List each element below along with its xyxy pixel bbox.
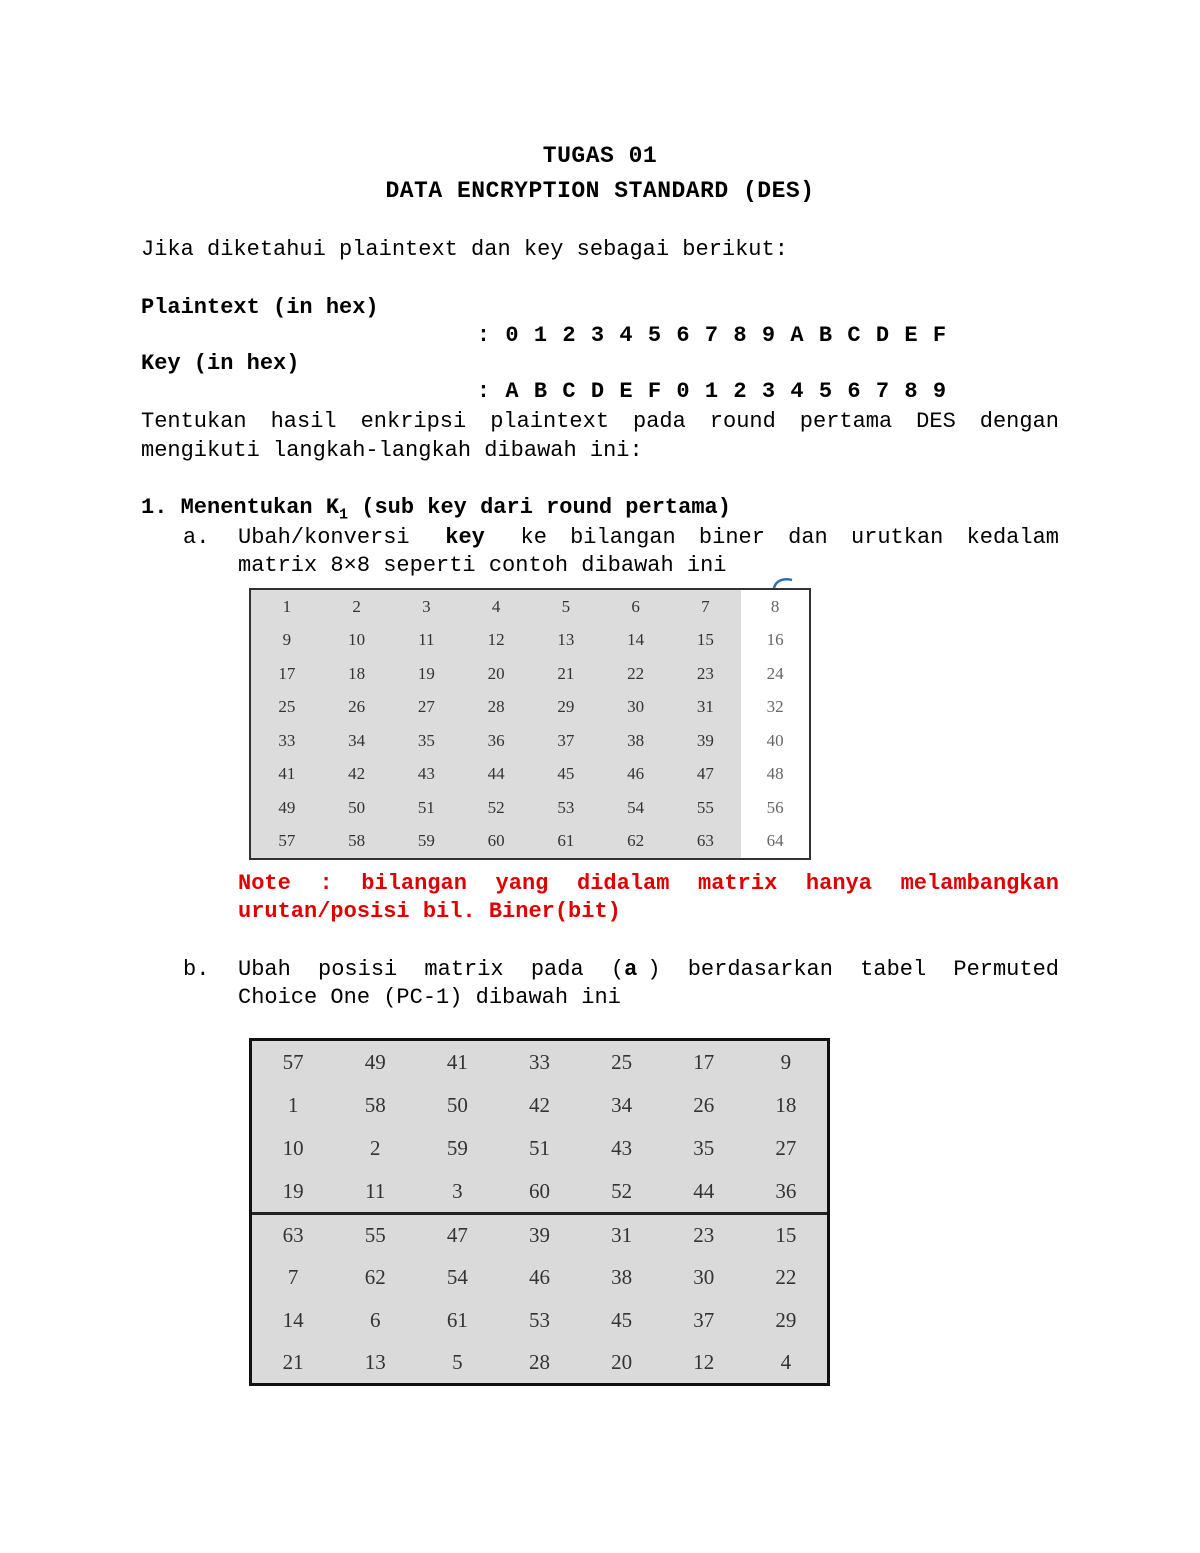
matrix-cell: 48 — [766, 764, 784, 784]
matrix-cell: 33 — [278, 730, 296, 750]
matrix-cell: 54 — [627, 797, 645, 817]
key-label: Key (in hex) — [141, 351, 300, 376]
matrix-cell: 2 — [352, 596, 361, 616]
matrix-cell: 23 — [696, 663, 714, 683]
key-digit: A — [505, 379, 519, 404]
matrix-cell: 38 — [627, 730, 645, 750]
plaintext-digit: E — [904, 323, 918, 348]
pc1-cell: 12 — [693, 1349, 715, 1374]
pc1-cell: 14 — [282, 1307, 304, 1332]
step-b-line-1 — [238, 956, 1059, 984]
key-digit: 6 — [847, 379, 861, 404]
pc1-cell: 51 — [528, 1135, 550, 1160]
instruction-line-1: Tentukan hasil enkripsi plaintext pada round pertama DES dengan — [141, 409, 1059, 434]
plaintext-digit: 9 — [761, 323, 776, 348]
pc1-cell: 25 — [611, 1050, 633, 1075]
title-line-1: TUGAS 01 — [542, 143, 658, 169]
pc1-cell: 29 — [775, 1307, 797, 1332]
key-digit: 0 — [676, 379, 690, 404]
pc1-cell: 35 — [693, 1135, 715, 1160]
matrix-cell: 63 — [696, 831, 714, 851]
matrix-cell: 29 — [557, 697, 575, 717]
matrix-cell: 59 — [417, 831, 435, 851]
matrix-cell: 18 — [348, 663, 366, 683]
pc1-cell: 30 — [693, 1265, 715, 1290]
matrix-cell: 6 — [631, 596, 640, 616]
matrix-cell: 14 — [627, 630, 645, 650]
plaintext-hex-values — [505, 323, 961, 348]
pc1-cell: 43 — [611, 1135, 633, 1160]
pc1-cell: 37 — [693, 1307, 715, 1332]
matrix-cell: 11 — [418, 630, 435, 650]
matrix-cell: 42 — [348, 764, 366, 784]
matrix-cell: 13 — [557, 630, 575, 650]
pc1-cell: 55 — [364, 1223, 386, 1248]
matrix-cell: 58 — [348, 831, 366, 851]
matrix-cell: 62 — [627, 831, 645, 851]
key-digit: 8 — [904, 379, 918, 404]
matrix-cell: 28 — [487, 697, 505, 717]
pc1-cell: 20 — [611, 1349, 633, 1374]
pc1-cell: 5 — [452, 1349, 463, 1374]
matrix-cell: 61 — [557, 831, 575, 851]
pc1-cell: 39 — [528, 1223, 550, 1248]
matrix-cell: 60 — [487, 831, 505, 851]
matrix-cell: 39 — [696, 730, 714, 750]
matrix-cell: 40 — [766, 730, 784, 750]
matrix-cell: 50 — [348, 797, 366, 817]
step-a-line-2: matrix 8×8 seperti contoh dibawah ini — [238, 553, 727, 578]
matrix-cell: 15 — [696, 630, 714, 650]
matrix-cell: 47 — [696, 764, 714, 784]
plaintext-digit: 6 — [676, 323, 690, 348]
matrix-cell: 27 — [417, 697, 435, 717]
pc1-cell: 3 — [452, 1178, 463, 1203]
matrix-cell: 32 — [766, 697, 784, 717]
matrix-cell: 34 — [348, 730, 366, 750]
plaintext-digit: 8 — [733, 323, 747, 348]
step-a-marker: a. — [183, 525, 210, 550]
pc1-cell: 47 — [446, 1223, 468, 1248]
pc1-cell: 21 — [282, 1349, 304, 1374]
pc1-cell: 42 — [528, 1093, 550, 1118]
step1-heading-prefix: 1. Menentukan K — [141, 495, 340, 520]
pc1-cell: 54 — [446, 1265, 468, 1290]
matrix-cell: 5 — [561, 596, 571, 616]
matrix-cell: 1 — [282, 596, 292, 616]
pc1-cell: 6 — [369, 1307, 381, 1332]
plaintext-digit: C — [847, 323, 861, 348]
step-b-bold-a: a — [624, 957, 638, 982]
matrix-cell: 53 — [557, 797, 575, 817]
matrix-cell: 36 — [487, 730, 505, 750]
plaintext-digit: B — [818, 323, 833, 348]
matrix-cell: 52 — [487, 797, 505, 817]
note-line-1: Note : bilangan yang didalam matrix hanya melambangkan — [238, 871, 1059, 896]
step1-heading — [141, 494, 731, 522]
key-digit: B — [533, 379, 548, 404]
plaintext-digit: D — [875, 323, 890, 348]
pc1-cell: 13 — [364, 1349, 386, 1374]
plaintext-digit: 1 — [533, 323, 548, 348]
pc1-cell: 2 — [369, 1135, 381, 1160]
pc1-cell: 53 — [528, 1307, 550, 1332]
pc1-cell: 33 — [528, 1050, 550, 1075]
pc1-cell: 10 — [282, 1135, 304, 1160]
pc1-cell: 17 — [693, 1050, 715, 1075]
key-digit: C — [562, 379, 576, 404]
key-digit: 9 — [932, 379, 947, 404]
matrix-cell: 8 — [770, 596, 780, 616]
step-a-key-word: key — [445, 525, 485, 550]
key-digit: 2 — [733, 379, 747, 404]
pc1-cell: 61 — [446, 1307, 468, 1332]
pc1-cell: 41 — [446, 1050, 468, 1075]
key-digit: 1 — [704, 379, 719, 404]
pc1-cell: 44 — [693, 1178, 715, 1203]
matrix-cell: 55 — [696, 797, 714, 817]
pc1-cell: 50 — [446, 1093, 468, 1118]
pc1-cell: 11 — [365, 1178, 386, 1203]
key-digit: 3 — [761, 379, 776, 404]
pc1-cell: 62 — [364, 1265, 386, 1290]
pc1-cell: 58 — [364, 1093, 386, 1118]
plaintext-digit: 3 — [590, 323, 605, 348]
pc1-cell: 49 — [364, 1050, 386, 1075]
pc1-cell: 22 — [775, 1265, 797, 1290]
pc1-cell: 46 — [528, 1265, 550, 1290]
plaintext-digit: 5 — [647, 323, 662, 348]
plaintext-digit: 2 — [562, 323, 576, 348]
matrix-cell: 12 — [487, 630, 505, 650]
matrix-cell: 20 — [487, 663, 505, 683]
pc1-cell: 9 — [780, 1050, 792, 1075]
matrix-cell: 43 — [417, 764, 435, 784]
matrix-cell: 16 — [766, 630, 784, 650]
pc1-permutation-table — [249, 1038, 830, 1386]
pc1-cell: 26 — [693, 1093, 715, 1118]
pc1-cell: 31 — [611, 1223, 633, 1248]
step-b-line-2: Choice One (PC-1) dibawah ini — [238, 985, 621, 1010]
matrix-cell: 57 — [278, 831, 296, 851]
intro-text: Jika diketahui plaintext dan key sebagai berikut: — [141, 237, 788, 262]
matrix-cell: 9 — [282, 630, 292, 650]
matrix-cell: 17 — [278, 663, 296, 683]
step1-heading-subscript: 1 — [339, 506, 349, 524]
matrix-cell: 4 — [491, 596, 501, 616]
pc1-cell: 36 — [775, 1178, 797, 1203]
pc1-cell: 38 — [611, 1265, 633, 1290]
plaintext-digit: 0 — [505, 323, 519, 348]
pc1-cell: 27 — [775, 1135, 797, 1160]
plaintext-separator: : — [476, 323, 491, 348]
step-b-marker: b. — [183, 957, 210, 982]
key-digit: 7 — [875, 379, 890, 404]
key-digit: 5 — [818, 379, 833, 404]
matrix-cell: 31 — [696, 697, 714, 717]
matrix-cell: 46 — [627, 764, 645, 784]
step-b-text-rest: ) berdasarkan tabel Permuted — [647, 957, 1059, 982]
matrix-cell: 10 — [348, 630, 366, 650]
key-separator: : — [476, 379, 491, 404]
matrix-cell: 51 — [417, 797, 435, 817]
plaintext-digit: 7 — [704, 323, 719, 348]
matrix-cell: 41 — [278, 764, 296, 784]
instruction-line-2: mengikuti langkah-langkah dibawah ini: — [141, 438, 643, 463]
matrix-cell: 25 — [278, 697, 296, 717]
pc1-cell: 4 — [780, 1349, 792, 1374]
pc1-cell: 7 — [287, 1265, 299, 1290]
step-a-text-start: Ubah/konversi — [238, 525, 410, 550]
plaintext-digit: F — [932, 323, 947, 348]
matrix-cell: 26 — [348, 697, 366, 717]
key-digit: 4 — [790, 379, 804, 404]
pc1-cell: 34 — [611, 1093, 633, 1118]
note-line-2: urutan/posisi bil. Biner(bit) — [238, 899, 621, 924]
matrix-cell: 45 — [557, 764, 575, 784]
pc1-cell: 23 — [693, 1223, 715, 1248]
step-b-text-start-part: Ubah posisi matrix pada ( — [238, 957, 625, 982]
title-line-2: DATA ENCRYPTION STANDARD (DES) — [385, 178, 815, 204]
key-digit: F — [647, 379, 662, 404]
pc1-cell: 18 — [775, 1093, 797, 1118]
key-digit: E — [619, 379, 633, 404]
matrix-cell: 24 — [766, 663, 784, 683]
matrix-cell: 35 — [417, 730, 435, 750]
step1-heading-suffix: (sub key dari round pertama) — [348, 495, 731, 520]
step-b-text-start — [238, 956, 637, 984]
plaintext-digit: 4 — [619, 323, 633, 348]
matrix-cell: 30 — [627, 697, 645, 717]
pc1-cell: 52 — [611, 1178, 633, 1203]
pc1-cell: 60 — [528, 1178, 550, 1203]
pc1-cell: 1 — [287, 1093, 299, 1118]
matrix-cell: 3 — [422, 596, 431, 616]
pc1-cell: 28 — [528, 1349, 550, 1374]
step-a-line-1 — [238, 524, 1059, 552]
matrix-cell: 19 — [417, 663, 435, 683]
step-a-text-rest: ke bilangan biner dan urutkan kedalam — [520, 525, 1059, 550]
plaintext-digit: A — [790, 323, 804, 348]
pc1-cell: 19 — [282, 1178, 304, 1203]
pc1-table-top-half — [252, 1041, 827, 1212]
pc1-cell: 57 — [282, 1050, 304, 1075]
matrix-cell: 22 — [627, 663, 645, 683]
pc1-cell: 59 — [446, 1135, 468, 1160]
matrix-cell: 37 — [557, 730, 575, 750]
key-digit: D — [590, 379, 605, 404]
key-hex-values — [505, 379, 961, 404]
pc1-cell: 63 — [282, 1223, 304, 1248]
matrix-cell: 64 — [766, 831, 784, 851]
matrix-cell: 7 — [701, 596, 710, 616]
matrix-cell: 56 — [766, 797, 784, 817]
pc1-table-bottom-half — [252, 1214, 827, 1383]
pc1-cell: 15 — [775, 1223, 797, 1248]
matrix-cell: 21 — [557, 663, 575, 683]
bit-position-matrix-8x8 — [249, 588, 811, 860]
plaintext-label: Plaintext (in hex) — [141, 295, 379, 320]
matrix-cell: 44 — [487, 764, 505, 784]
pc1-cell: 45 — [611, 1307, 633, 1332]
matrix-cell: 49 — [278, 797, 296, 817]
